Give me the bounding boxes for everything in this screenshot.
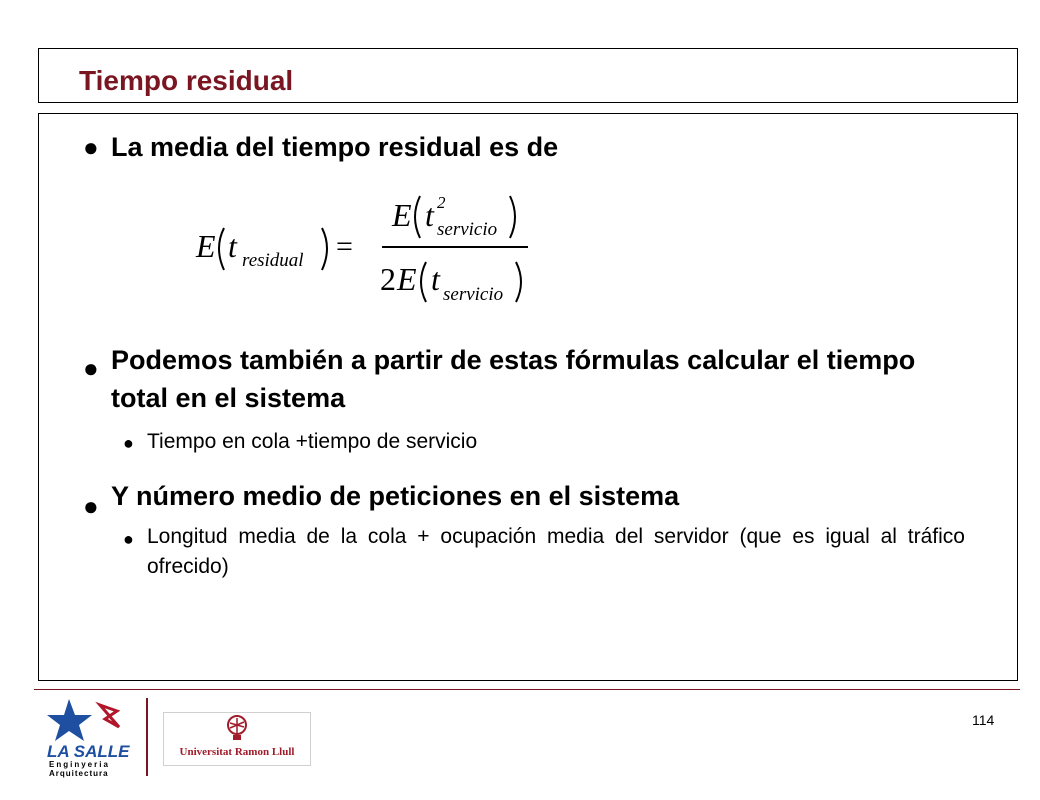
formula-lhs-close-paren: [322, 228, 327, 270]
formula-num-e: E: [392, 197, 412, 233]
formula-den-e: E: [397, 261, 417, 297]
lasalle-logo: [45, 693, 135, 778]
bullet-text: La media del tiempo residual es de: [111, 132, 559, 162]
title-box: [38, 48, 1018, 103]
formula-den-close-paren: [516, 262, 521, 302]
bullet-text: Y número medio de peticiones en el sistema: [111, 481, 680, 511]
bullet-dot-icon: ●: [83, 132, 99, 162]
residual-time-formula: [194, 186, 534, 306]
formula-num-open-paren: [415, 196, 420, 238]
formula-num-sub: servicio: [437, 219, 498, 240]
star-accent-icon: [100, 705, 119, 727]
formula-den-open-paren: [421, 262, 426, 302]
formula-equals: =: [336, 230, 353, 263]
tree-emblem-icon: [228, 716, 246, 740]
formula-den-sub: servicio: [443, 284, 504, 305]
formula-num-close-paren: [510, 196, 515, 238]
formula-lhs-sub: residual: [242, 250, 304, 271]
formula-lhs-open-paren: [219, 228, 224, 270]
lasalle-line3: Arquitectura: [49, 769, 109, 778]
formula-lhs-t: t: [228, 228, 237, 264]
bullet-dot-icon: ●: [83, 491, 99, 521]
sub-bullet-dot-icon: ●: [123, 529, 134, 549]
logo-separator: [146, 698, 148, 776]
url-logo: [163, 712, 311, 766]
sub-bullet-text: Tiempo en cola +tiempo de servicio: [147, 430, 478, 453]
lasalle-name: LA SALLE: [47, 742, 130, 761]
slide-title: Tiempo residual: [79, 65, 294, 96]
url-name: Universitat Ramon Llull: [179, 746, 295, 758]
star-icon: [47, 699, 92, 741]
content-box: [38, 113, 1018, 681]
bullet-text: Podemos también a partir de estas fórmulas calcular el tiempo total en el sistema: [111, 345, 916, 413]
formula-num-t: t: [425, 197, 434, 233]
formula-den-t: t: [431, 261, 440, 297]
bullet-dot-icon: ●: [83, 353, 99, 383]
formula-num-sup: 2: [437, 193, 446, 212]
lasalle-line2: Enginyeria: [49, 760, 110, 769]
formula-den-coef: 2: [380, 261, 396, 297]
footer-divider: [34, 689, 1020, 690]
formula-lhs-e: E: [196, 228, 216, 264]
sub-bullet-text: Longitud media de la cola + ocupación media del servidor (que es igual al tráfico ofrecido): [147, 525, 965, 578]
page-number: 114: [972, 712, 995, 728]
sub-bullet-dot-icon: ●: [123, 433, 134, 453]
